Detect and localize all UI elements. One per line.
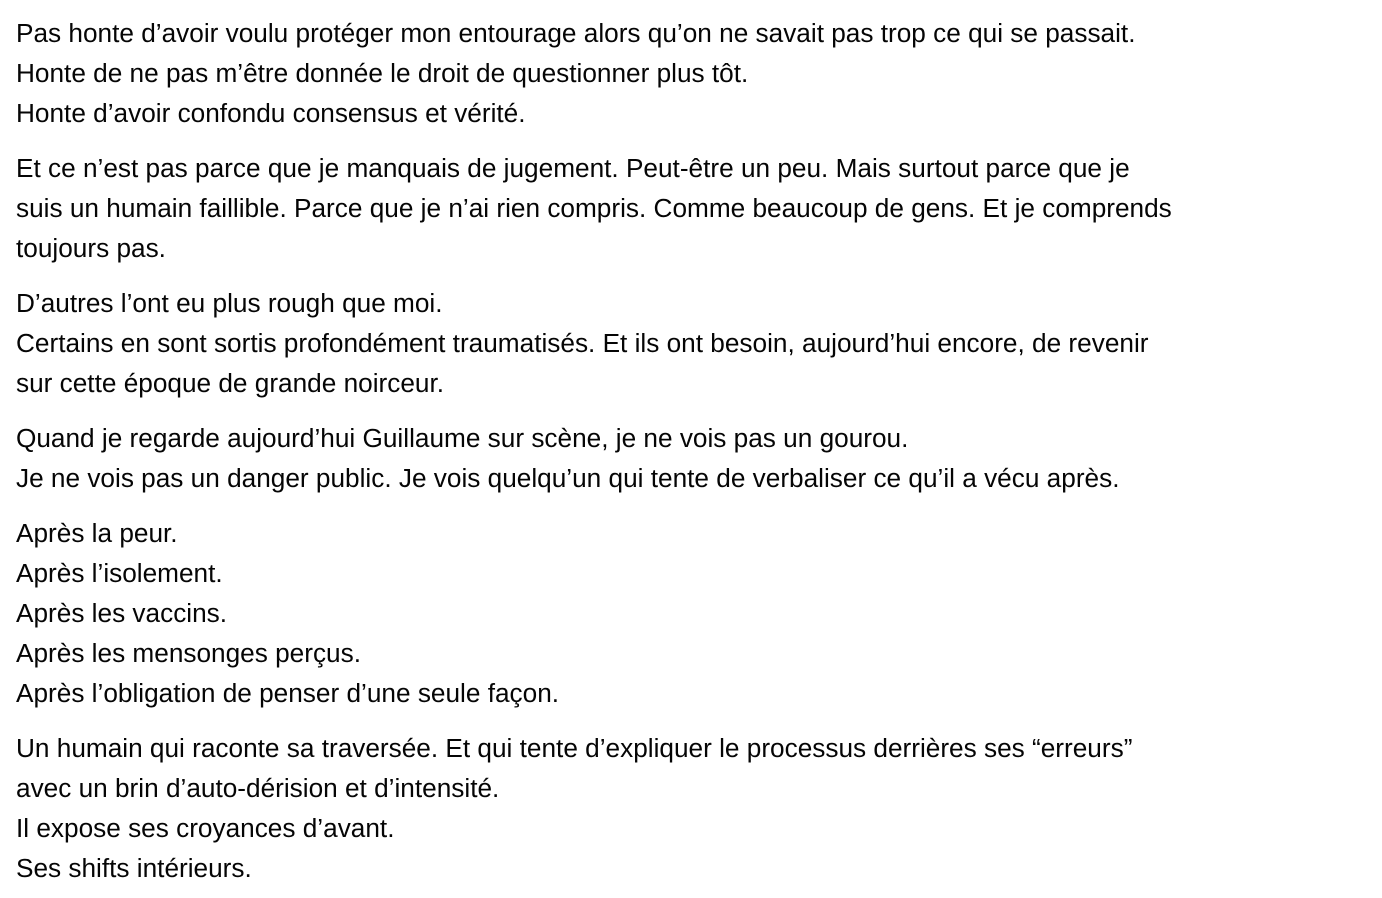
text-line: Je ne vois pas un danger public. Je vois quelqu’un qui tente de verbaliser ce qu’il a vécu après. bbox=[16, 463, 1120, 493]
paragraph-3 bbox=[16, 283, 1366, 403]
text-line: Après l’obligation de penser d’une seule façon. bbox=[16, 678, 560, 708]
text-line: Après l’isolement. bbox=[16, 558, 223, 588]
text-line: Pas honte d’avoir voulu protéger mon entourage alors qu’on ne savait pas trop ce qui se passait. bbox=[16, 18, 1136, 48]
text-line: Il expose ses croyances d’avant. bbox=[16, 813, 395, 843]
text-line: Quand je regarde aujourd’hui Guillaume sur scène, je ne vois pas un gourou. bbox=[16, 423, 909, 453]
text-line: Honte d’avoir confondu consensus et vérité. bbox=[16, 98, 526, 128]
paragraph-5 bbox=[16, 513, 1366, 713]
text-line: toujours pas. bbox=[16, 233, 166, 263]
text-line: Après les vaccins. bbox=[16, 598, 228, 628]
paragraph-1 bbox=[16, 13, 1366, 133]
text-line: Et ce n’est pas parce que je manquais de jugement. Peut-être un peu. Mais surtout parce que je bbox=[16, 153, 1130, 183]
paragraph-2 bbox=[16, 148, 1366, 268]
text-line: Certains en sont sortis profondément traumatisés. Et ils ont besoin, aujourd’hui encore, de revenir bbox=[16, 328, 1149, 358]
text-line: sur cette époque de grande noirceur. bbox=[16, 368, 445, 398]
text-line: Un humain qui raconte sa traversée. Et qui tente d’expliquer le processus derrières ses “erreurs” bbox=[16, 733, 1133, 763]
text-line: suis un humain faillible. Parce que je n’ai rien compris. Comme beaucoup de gens. Et je comprends bbox=[16, 193, 1172, 223]
text-line: Honte de ne pas m’être donnée le droit de questionner plus tôt. bbox=[16, 58, 749, 88]
text-line: D’autres l’ont eu plus rough que moi. bbox=[16, 288, 443, 318]
text-line: Après les mensonges perçus. bbox=[16, 638, 361, 668]
text-line: Ses shifts intérieurs. bbox=[16, 853, 252, 883]
text-line: avec un brin d’auto-dérision et d’intensité. bbox=[16, 773, 500, 803]
paragraph-4 bbox=[16, 418, 1366, 498]
paragraph-6 bbox=[16, 728, 1366, 888]
text-line: Après la peur. bbox=[16, 518, 178, 548]
